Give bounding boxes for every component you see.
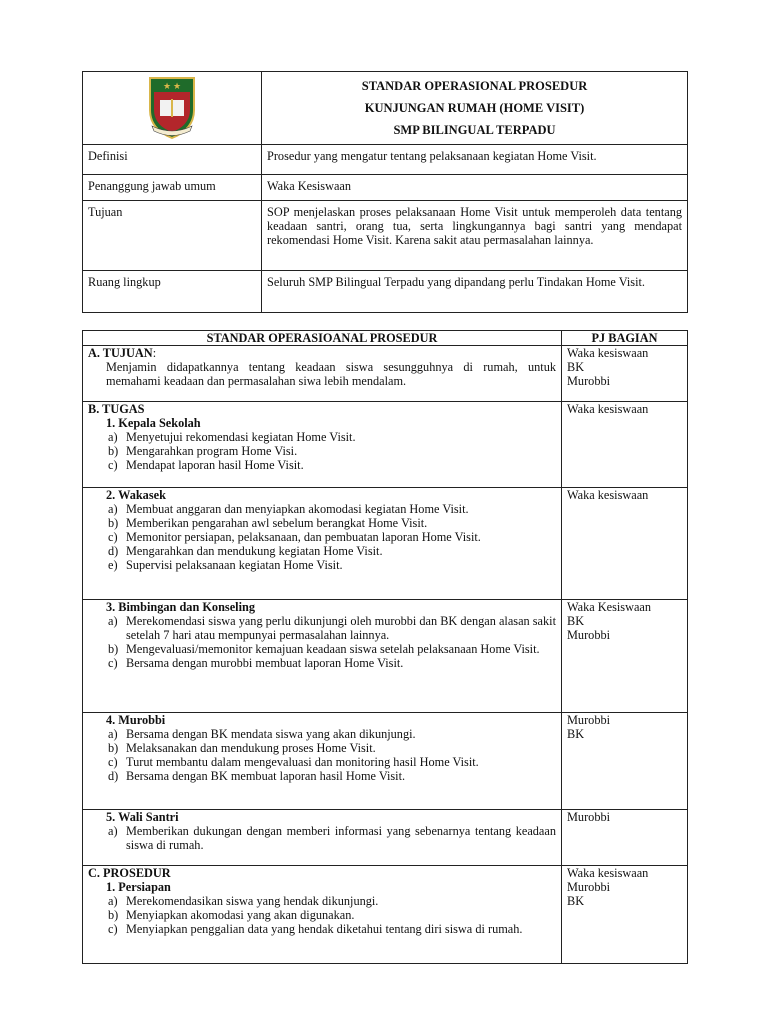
title-line-3: SMP BILINGUAL TERPADU bbox=[393, 123, 556, 137]
tugas-group-2 bbox=[83, 488, 562, 600]
label-penanggung-jawab: Penanggung jawab umum bbox=[83, 175, 262, 201]
list-item: c) Memonitor persiapan, pelaksanaan, dan pembuatan laporan Home Visit. bbox=[108, 530, 481, 544]
list-item: b) Mengevaluasi/memonitor kemajuan keadaan siswa setelah pelaksanaan Home Visit. bbox=[108, 642, 540, 656]
list-item: a) Membuat anggaran dan menyiapkan akomodasi kegiatan Home Visit. bbox=[108, 502, 469, 516]
group-title: 1. Kepala Sekolah bbox=[106, 416, 201, 430]
group-title: 3. Bimbingan dan Konseling bbox=[106, 600, 255, 614]
tugas-group-3 bbox=[83, 600, 562, 713]
pj-line: BK bbox=[567, 360, 585, 374]
group-3-pj bbox=[562, 600, 688, 713]
pj-line: Waka kesiswaan bbox=[567, 488, 649, 502]
pj-line: Waka Kesiswaan bbox=[567, 600, 652, 614]
value-definisi: Prosedur yang mengatur tentang pelaksanaan kegiatan Home Visit. bbox=[262, 145, 688, 175]
title-line-2: KUNJUNGAN RUMAH (HOME VISIT) bbox=[364, 101, 585, 115]
tugas-group-1 bbox=[83, 402, 562, 488]
label-tujuan: Tujuan bbox=[83, 201, 262, 271]
header-table bbox=[82, 71, 688, 313]
tugas-group-4 bbox=[83, 713, 562, 810]
sop-table bbox=[82, 330, 688, 964]
title-line-1: STANDAR OPERASIONAL PROSEDUR bbox=[361, 79, 588, 93]
label-ruang-lingkup: Ruang lingkup bbox=[83, 271, 262, 313]
prosedur-heading: C. PROSEDUR bbox=[88, 866, 171, 880]
list-item: a) Merekomendasi siswa yang perlu dikunjungi oleh murobbi dan BK dengan alasan sakit setelah 7 hari atau mempunyai permasalahan lainnya. bbox=[108, 614, 556, 642]
tujuan-pj bbox=[562, 346, 688, 402]
value-penanggung-jawab: Waka Kesiswaan bbox=[262, 175, 688, 201]
pj-line: BK bbox=[567, 894, 585, 908]
group-2-pj bbox=[562, 488, 688, 600]
pj-line: Waka kesiswaan bbox=[567, 346, 649, 360]
list-item: a) Memberikan dukungan dengan memberi informasi yang sebenarnya tentang keadaan siswa di rumah. bbox=[108, 824, 556, 852]
pj-line: BK bbox=[567, 614, 585, 628]
label-definisi: Definisi bbox=[83, 145, 262, 175]
list-item: d) Mengarahkan dan mendukung kegiatan Home Visit. bbox=[108, 544, 383, 558]
list-item: b) Memberikan pengarahan awl sebelum berangkat Home Visit. bbox=[108, 516, 428, 530]
tujuan-cell bbox=[83, 346, 562, 402]
tujuan-heading: A. TUJUAN bbox=[88, 346, 153, 360]
header-title bbox=[262, 72, 688, 145]
group-title: 2. Wakasek bbox=[106, 488, 166, 502]
list-item: c) Turut membantu dalam mengevaluasi dan monitoring hasil Home Visit. bbox=[108, 755, 479, 769]
pj-line: Murobbi bbox=[567, 810, 611, 824]
group-title: 5. Wali Santri bbox=[106, 810, 179, 824]
group-4-pj bbox=[562, 713, 688, 810]
list-item: b) Melaksanakan dan mendukung proses Home Visit. bbox=[108, 741, 376, 755]
list-item: c) Menyiapkan penggalian data yang hendak diketahui tentang diri siswa di rumah. bbox=[108, 922, 523, 936]
list-item: b) Menyiapkan akomodasi yang akan digunakan. bbox=[108, 908, 355, 922]
value-ruang-lingkup: Seluruh SMP Bilingual Terpadu yang dipandang perlu Tindakan Home Visit. bbox=[262, 271, 688, 313]
list-item: c) Bersama dengan murobbi membuat laporan Home Visit. bbox=[108, 656, 404, 670]
list-item: c) Mendapat laporan hasil Home Visit. bbox=[108, 458, 304, 472]
group-title: 4. Murobbi bbox=[106, 713, 166, 727]
logo-cell bbox=[83, 72, 262, 145]
col-header-pj: PJ BAGIAN bbox=[562, 331, 688, 346]
list-item: a) Bersama dengan BK mendata siswa yang akan dikunjungi. bbox=[108, 727, 416, 741]
pj-line: Murobbi bbox=[567, 880, 611, 894]
list-item: d) Bersama dengan BK membuat laporan hasil Home Visit. bbox=[108, 769, 406, 783]
svg-text:★: ★ bbox=[163, 80, 172, 91]
prosedur-pj bbox=[562, 866, 688, 964]
group-5-pj bbox=[562, 810, 688, 866]
pj-line: Murobbi bbox=[567, 628, 611, 642]
value-tujuan: SOP menjelaskan proses pelaksanaan Home Visit untuk memperoleh data tentang keadaan santri, orang tua, serta lingkungannya bagi santri yang mendapat rekomendasi Home Visit. Karena sakit atau permasalahan lainnya. bbox=[262, 201, 688, 271]
prosedur-cell bbox=[83, 866, 562, 964]
school-crest-icon bbox=[146, 74, 198, 140]
group-1-pj bbox=[562, 402, 688, 488]
tujuan-colon: : bbox=[152, 346, 157, 360]
prosedur-sub: 1. Persiapan bbox=[106, 880, 171, 894]
list-item: b) Mengarahkan program Home Visi. bbox=[108, 444, 298, 458]
tugas-group-5 bbox=[83, 810, 562, 866]
col-header-sop: STANDAR OPERASIOANAL PROSEDUR bbox=[83, 331, 562, 346]
pj-line: BK bbox=[567, 727, 585, 741]
list-item: a) Menyetujui rekomendasi kegiatan Home Visit. bbox=[108, 430, 356, 444]
tujuan-text: Menjamin didapatkannya tentang keadaan siswa sesungguhnya di rumah, untuk memahami keadaan dan permasalahan siwa lebih mendalam. bbox=[106, 360, 556, 388]
list-item: a) Merekomendasikan siswa yang hendak dikunjungi. bbox=[108, 894, 379, 908]
pj-line: Waka kesiswaan bbox=[567, 866, 649, 880]
list-item: e) Supervisi pelaksanaan kegiatan Home Visit. bbox=[108, 558, 343, 572]
svg-text:★: ★ bbox=[173, 80, 182, 91]
pj-line: Murobbi bbox=[567, 713, 611, 727]
tugas-heading: B. TUGAS bbox=[88, 402, 145, 416]
pj-line: Waka kesiswaan bbox=[567, 402, 649, 416]
pj-line: Murobbi bbox=[567, 374, 611, 388]
